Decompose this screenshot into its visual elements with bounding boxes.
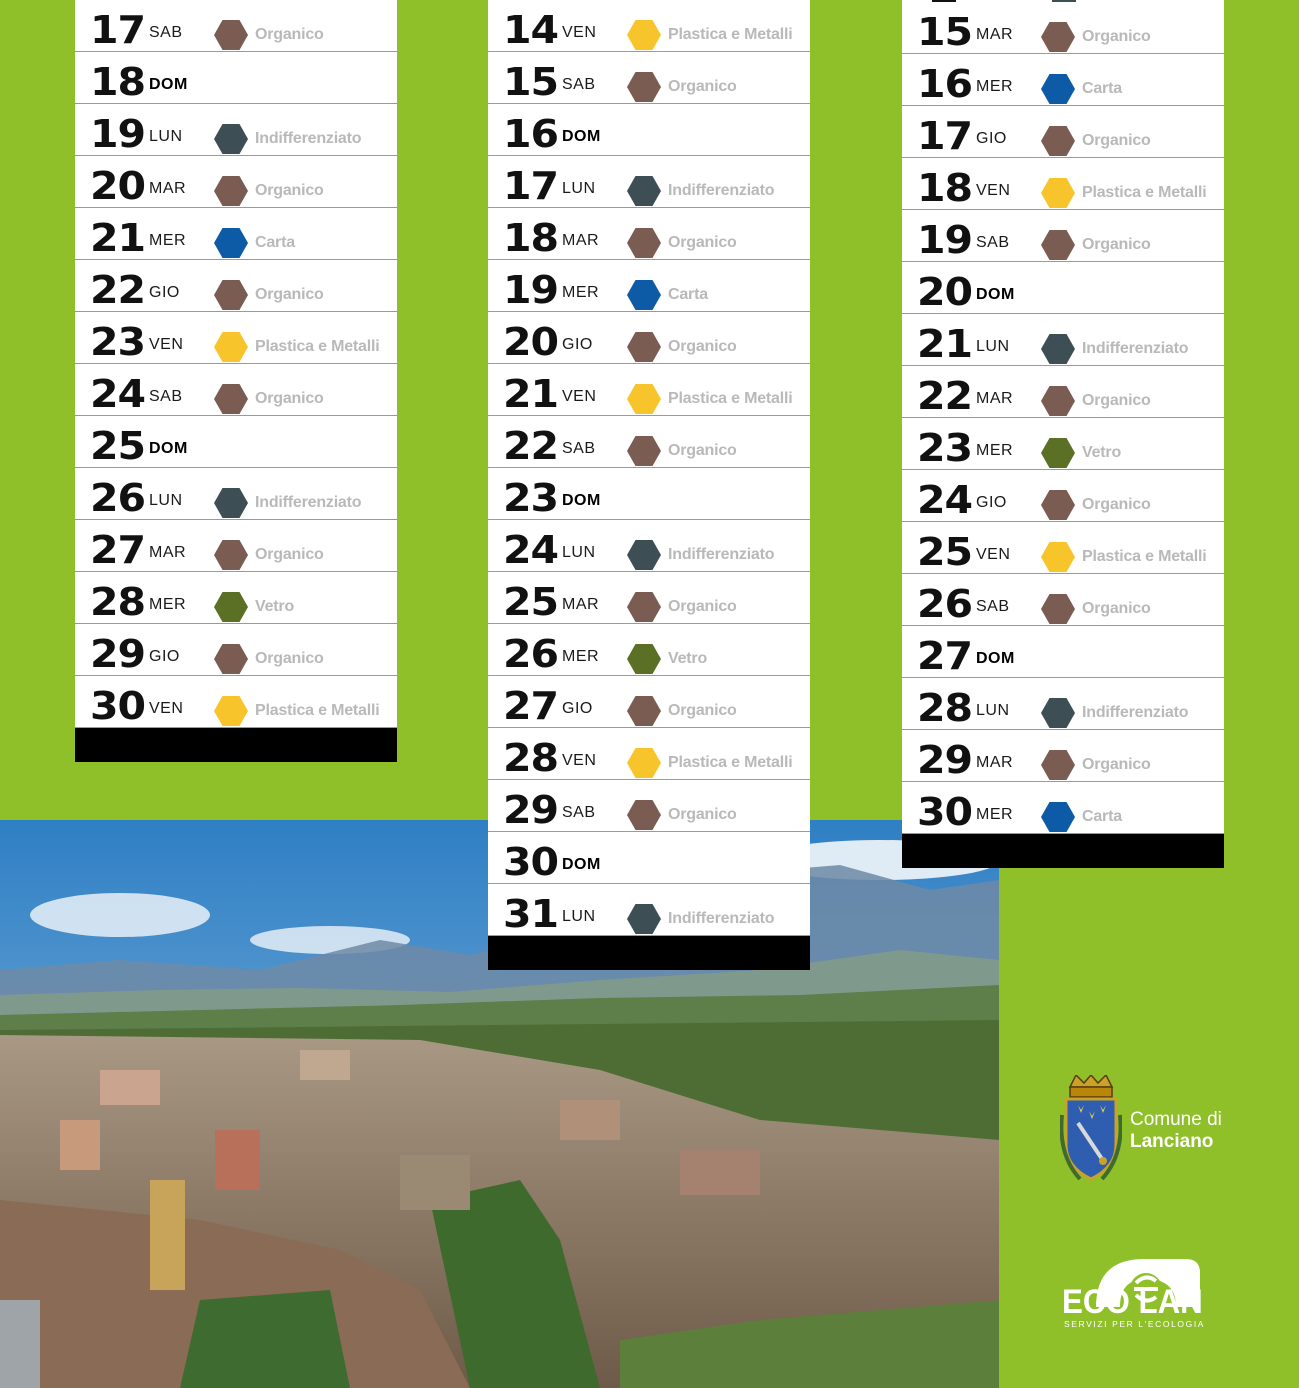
organico-hexagon-icon: [214, 384, 248, 414]
waste-category: Organico: [668, 338, 737, 355]
weekday-label: DOM: [562, 128, 601, 145]
organico-hexagon-icon: [627, 800, 661, 830]
waste-category: Carta: [255, 234, 295, 251]
weekday-label: MAR: [149, 544, 187, 561]
waste-category: Vetro: [1082, 444, 1122, 461]
weekday-label: LUN: [562, 908, 596, 925]
calendar-row: [902, 106, 1224, 158]
calendar-row: [902, 678, 1224, 730]
calendar-row: [488, 676, 810, 728]
calendar-row: [75, 156, 397, 208]
weekday-label: DOM: [562, 856, 601, 873]
carta-hexagon-icon: [627, 280, 661, 310]
waste-category: Organico: [1082, 236, 1151, 253]
column-footer-bar: [488, 936, 810, 970]
calendar-row: [902, 470, 1224, 522]
waste-category: Indifferenziato: [1082, 340, 1189, 357]
indifferenziato-hexagon-icon: [627, 904, 661, 934]
column-footer-bar: [75, 728, 397, 762]
calendar-row: [75, 676, 397, 728]
organico-hexagon-icon: [214, 176, 248, 206]
weekday-label: VEN: [976, 182, 1011, 199]
calendar-row: [75, 104, 397, 156]
weekday-label: DOM: [149, 76, 188, 93]
indifferenziato-hexagon-icon: [214, 488, 248, 518]
vetro-hexagon-icon: [214, 592, 248, 622]
weekday-label: MER: [976, 442, 1014, 459]
day-number: 19: [917, 218, 972, 262]
calendar-row: [902, 158, 1224, 210]
organico-hexagon-icon: [1041, 386, 1075, 416]
day-number: 21: [90, 216, 145, 260]
waste-category: Indifferenziato: [668, 910, 775, 927]
weekday-label: LUN: [562, 180, 596, 197]
waste-category: Organico: [668, 702, 737, 719]
waste-category: Indifferenziato: [255, 494, 362, 511]
waste-category: Organico: [255, 650, 324, 667]
calendar-row: [902, 782, 1224, 834]
day-number: 21: [503, 372, 558, 416]
plastica-metalli-hexagon-icon: [627, 20, 661, 50]
weekday-label: SAB: [976, 598, 1010, 615]
calendar-row: [75, 520, 397, 572]
lanciano-crest-icon: [1060, 1075, 1122, 1183]
weekday-label: GIO: [562, 336, 593, 353]
day-number: 30: [917, 790, 972, 834]
calendar-row: [488, 260, 810, 312]
carta-hexagon-icon: [214, 228, 248, 258]
day-number: 15: [917, 10, 972, 54]
waste-category: Plastica e Metalli: [255, 338, 380, 355]
plastica-metalli-hexagon-icon: [1041, 178, 1075, 208]
calendar-row: [902, 314, 1224, 366]
plastica-metalli-hexagon-icon: [627, 384, 661, 414]
day-number: 19: [90, 112, 145, 156]
waste-category: Organico: [668, 598, 737, 615]
weekday-label: DOM: [562, 492, 601, 509]
day-number: 22: [917, 374, 972, 418]
waste-category: Carta: [1082, 80, 1122, 97]
weekday-label: LUN: [976, 338, 1010, 355]
weekday-label: SAB: [562, 440, 596, 457]
organico-hexagon-icon: [627, 592, 661, 622]
weekday-label: SAB: [976, 234, 1010, 251]
weekday-label: MAR: [976, 754, 1014, 771]
day-number: 28: [503, 736, 558, 780]
organico-hexagon-icon: [1041, 230, 1075, 260]
calendar-row: [902, 730, 1224, 782]
weekday-label: DOM: [149, 440, 188, 457]
calendar-row: [902, 522, 1224, 574]
calendar-row: [75, 208, 397, 260]
day-number: 29: [503, 788, 558, 832]
weekday-label: MER: [149, 232, 187, 249]
day-number: 26: [90, 476, 145, 520]
day-number: 18: [503, 216, 558, 260]
weekday-label: VEN: [562, 388, 597, 405]
waste-category: Indifferenziato: [255, 130, 362, 147]
weekday-label: GIO: [149, 284, 180, 301]
day-number: 30: [90, 684, 145, 728]
weekday-label: GIO: [976, 130, 1007, 147]
waste-category: Carta: [1082, 808, 1122, 825]
day-number: 27: [917, 634, 972, 678]
calendar-row: [902, 418, 1224, 470]
calendar-row: [488, 884, 810, 936]
day-number: 28: [90, 580, 145, 624]
day-number: 17: [917, 114, 972, 158]
calendar-row: [488, 208, 810, 260]
waste-category: Organico: [1082, 132, 1151, 149]
day-number: 20: [90, 164, 145, 208]
waste-category: Indifferenziato: [668, 546, 775, 563]
waste-category: Organico: [1082, 756, 1151, 773]
organico-hexagon-icon: [1041, 750, 1075, 780]
waste-category: Carta: [668, 286, 708, 303]
day-number: 17: [90, 8, 145, 52]
comune-line-2: Lanciano: [1130, 1131, 1214, 1152]
calendar-row: [75, 468, 397, 520]
waste-category: Organico: [668, 806, 737, 823]
waste-category: Plastica e Metalli: [1082, 548, 1207, 565]
carta-hexagon-icon: [1041, 802, 1075, 832]
weekday-label: MER: [562, 648, 600, 665]
weekday-label: SAB: [562, 76, 596, 93]
calendar-row: [488, 104, 810, 156]
weekday-label: VEN: [976, 546, 1011, 563]
day-number: 24: [503, 528, 558, 572]
waste-category: Vetro: [668, 650, 708, 667]
plastica-metalli-hexagon-icon: [214, 332, 248, 362]
weekday-label: SAB: [562, 804, 596, 821]
weekday-label: MER: [976, 806, 1014, 823]
day-number: 15: [503, 60, 558, 104]
weekday-label: GIO: [149, 648, 180, 665]
day-number: 27: [90, 528, 145, 572]
day-number: 26: [503, 632, 558, 676]
calendar-row: [902, 626, 1224, 678]
calendar-row: [902, 54, 1224, 106]
day-number: 27: [503, 684, 558, 728]
organico-hexagon-icon: [627, 72, 661, 102]
calendar-row: [75, 0, 397, 52]
comune-logo: [1060, 1075, 1240, 1185]
waste-category: Organico: [255, 182, 324, 199]
calendar-row: [75, 364, 397, 416]
weekday-label: LUN: [976, 702, 1010, 719]
waste-category: Organico: [1082, 600, 1151, 617]
organico-hexagon-icon: [1041, 22, 1075, 52]
waste-category: Organico: [255, 390, 324, 407]
organico-hexagon-icon: [1041, 490, 1075, 520]
waste-category: Organico: [255, 546, 324, 563]
day-number: 20: [503, 320, 558, 364]
organico-hexagon-icon: [627, 332, 661, 362]
calendar-row: [75, 624, 397, 676]
calendar-row: [902, 2, 1224, 54]
waste-category: Organico: [1082, 392, 1151, 409]
day-number: 26: [917, 582, 972, 626]
day-number: 25: [917, 530, 972, 574]
organico-hexagon-icon: [214, 540, 248, 570]
waste-category: Organico: [668, 78, 737, 95]
waste-category: Indifferenziato: [1082, 704, 1189, 721]
ecolan-brand: ECO LAN: [1062, 1283, 1203, 1321]
vetro-hexagon-icon: [1041, 438, 1075, 468]
calendar-row: [75, 52, 397, 104]
vetro-hexagon-icon: [627, 644, 661, 674]
calendar-row: [75, 312, 397, 364]
calendar-row: [488, 364, 810, 416]
waste-category: Indifferenziato: [668, 182, 775, 199]
organico-hexagon-icon: [214, 20, 248, 50]
day-number: 21: [917, 322, 972, 366]
day-number: 30: [503, 840, 558, 884]
weekday-label: GIO: [562, 700, 593, 717]
calendar-row: [902, 262, 1224, 314]
calendar-row: [75, 416, 397, 468]
organico-hexagon-icon: [1041, 594, 1075, 624]
weekday-label: MAR: [149, 180, 187, 197]
day-number: 24: [90, 372, 145, 416]
weekday-label: LUN: [562, 544, 596, 561]
day-number: 25: [90, 424, 145, 468]
weekday-label: MER: [149, 596, 187, 613]
calendar-row: [488, 728, 810, 780]
calendar-row: [488, 468, 810, 520]
indifferenziato-hexagon-icon: [627, 176, 661, 206]
column-footer-bar: [902, 834, 1224, 868]
day-number: 17: [503, 164, 558, 208]
waste-category: Plastica e Metalli: [668, 754, 793, 771]
carta-hexagon-icon: [1041, 74, 1075, 104]
calendar-row: [488, 312, 810, 364]
organico-hexagon-icon: [214, 644, 248, 674]
waste-category: Organico: [255, 286, 324, 303]
day-number: 22: [503, 424, 558, 468]
weekday-label: DOM: [976, 650, 1015, 667]
weekday-label: SAB: [149, 24, 183, 41]
calendar-row: [488, 624, 810, 676]
calendar-row: [488, 832, 810, 884]
indifferenziato-hexagon-icon: [1041, 334, 1075, 364]
day-number: 24: [917, 478, 972, 522]
waste-category: Plastica e Metalli: [668, 390, 793, 407]
weekday-label: MAR: [976, 390, 1014, 407]
day-number: 16: [503, 112, 558, 156]
waste-category: Plastica e Metalli: [1082, 184, 1207, 201]
weekday-label: SAB: [149, 388, 183, 405]
waste-category: Organico: [668, 234, 737, 251]
day-number: 25: [503, 580, 558, 624]
comune-name: [1130, 1109, 1222, 1153]
calendar-row: [488, 52, 810, 104]
calendar-row: [488, 0, 810, 52]
day-number: 22: [90, 268, 145, 312]
calendar-row: [902, 574, 1224, 626]
weekday-label: MER: [976, 78, 1014, 95]
ecolan-tagline: SERVIZI PER L'ECOLOGIA: [1064, 1319, 1206, 1329]
plastica-metalli-hexagon-icon: [627, 748, 661, 778]
waste-category: Organico: [1082, 496, 1151, 513]
day-number: 29: [90, 632, 145, 676]
calendar-row: [902, 210, 1224, 262]
waste-category: Plastica e Metalli: [255, 702, 380, 719]
calendar-column-1: [75, 0, 397, 762]
organico-hexagon-icon: [627, 228, 661, 258]
calendar-row: [488, 780, 810, 832]
waste-category: Organico: [668, 442, 737, 459]
day-number: 18: [917, 166, 972, 210]
plastica-metalli-hexagon-icon: [214, 696, 248, 726]
indifferenziato-hexagon-icon: [627, 540, 661, 570]
day-number: 23: [90, 320, 145, 364]
calendar-row: [488, 520, 810, 572]
weekday-label: VEN: [562, 24, 597, 41]
calendar-row: [488, 416, 810, 468]
organico-hexagon-icon: [627, 696, 661, 726]
day-number: 14: [503, 8, 558, 52]
organico-hexagon-icon: [627, 436, 661, 466]
day-number: 23: [503, 476, 558, 520]
day-number: 16: [917, 62, 972, 106]
weekday-label: MER: [562, 284, 600, 301]
plastica-metalli-hexagon-icon: [1041, 542, 1075, 572]
weekday-label: GIO: [976, 494, 1007, 511]
day-number: 28: [917, 686, 972, 730]
indifferenziato-hexagon-icon: [214, 124, 248, 154]
weekday-label: VEN: [149, 700, 184, 717]
weekday-label: MAR: [562, 596, 600, 613]
comune-line-1: Comune di: [1130, 1109, 1222, 1130]
calendar-row: [488, 156, 810, 208]
organico-hexagon-icon: [214, 280, 248, 310]
day-number: 23: [917, 426, 972, 470]
calendar-row: [75, 260, 397, 312]
calendar-column-2: [488, 0, 810, 970]
waste-category: Organico: [1082, 28, 1151, 45]
waste-category: Vetro: [255, 598, 295, 615]
day-number: 29: [917, 738, 972, 782]
weekday-label: MAR: [976, 26, 1014, 43]
indifferenziato-hexagon-icon: [1041, 698, 1075, 728]
weekday-label: LUN: [149, 128, 183, 145]
calendar-row: [488, 572, 810, 624]
day-number: 31: [503, 892, 558, 936]
weekday-label: VEN: [149, 336, 184, 353]
calendar-row: [75, 572, 397, 624]
day-number: 20: [917, 270, 972, 314]
day-number: 18: [90, 60, 145, 104]
calendar-column-3: [902, 0, 1224, 868]
day-number: 19: [503, 268, 558, 312]
weekday-label: LUN: [149, 492, 183, 509]
calendar-row: [902, 366, 1224, 418]
organico-hexagon-icon: [1041, 126, 1075, 156]
weekday-label: DOM: [976, 286, 1015, 303]
weekday-label: VEN: [562, 752, 597, 769]
waste-category: Organico: [255, 26, 324, 43]
weekday-label: MAR: [562, 232, 600, 249]
waste-category: Plastica e Metalli: [668, 26, 793, 43]
